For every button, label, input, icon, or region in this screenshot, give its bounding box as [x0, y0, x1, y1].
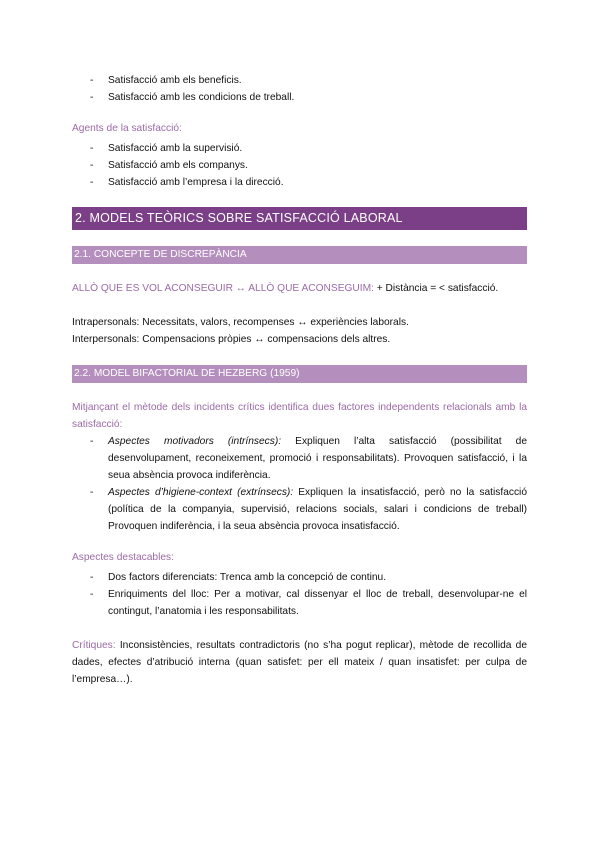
agents-list: [72, 140, 527, 191]
formula-text: + Distància = < satisfacció.: [373, 283, 499, 294]
intrapersonal-line: Intrapersonals: Necessitats, valors, recompenses ↔ experiències laborals.: [72, 317, 409, 328]
bullet-marker: -: [90, 92, 94, 103]
top-bullet-list: [72, 72, 527, 106]
list-item: - Satisfacció amb els beneficis.: [72, 72, 527, 89]
list-item: - Satisfacció amb l’empresa i la direcció.: [72, 174, 527, 191]
bullet-marker: -: [90, 177, 94, 188]
bullet-marker: -: [90, 75, 94, 86]
section-2-2-heading: 2.2. MODEL BIFACTORIAL DE HEZBERG (1959): [72, 365, 527, 383]
bullet-marker: -: [90, 160, 94, 171]
bullet-marker: -: [90, 589, 94, 600]
list-item: - Dos factors diferenciats: Trenca amb la concepció de continu.: [72, 569, 527, 586]
list-item: - Aspectes motivadors (intrínsecs): Expliquen l’alta satisfacció (possibilitat de desenvolupament, reconeixement, promoció i responsabilitats). Provoquen satisfacció, i la seua absència provoca indiferència.: [72, 433, 527, 484]
section-2-heading: 2. MODELS TEÒRICS SOBRE SATISFACCIÓ LABORAL: [72, 207, 527, 230]
discrepancy-formula: [72, 280, 527, 297]
critiques-paragraph: [72, 637, 527, 688]
formula-label: ALLÒ QUE ES VOL ACONSEGUIR ↔ ALLÒ QUE ACONSEGUIM:: [72, 283, 374, 294]
agents-heading: Agents de la satisfacció:: [72, 123, 182, 134]
section-2-1-heading: 2.1. CONCEPTE DE DISCREPÀNCIA: [72, 246, 527, 264]
destacables-heading: Aspectes destacables:: [72, 552, 174, 563]
critiques-text: Inconsistències, resultats contradictoris (no s’ha pogut replicar), mètode de recollida de dades, efectes d’atribució interna (quan satisfet: per ell mateix / quan insatisfet: per culpa de l’empresa…).: [72, 640, 527, 685]
interpersonal-line: Interpersonals: Compensacions pròpies ↔ compensacions dels altres.: [72, 334, 391, 345]
list-item: - Satisfacció amb les condicions de treball.: [72, 89, 527, 106]
factor-label: Aspectes motivadors (intrínsecs):: [108, 436, 282, 447]
list-item: - Satisfacció amb la supervisió.: [72, 140, 527, 157]
factor-label: Aspectes d’higiene-context (extrínsecs):: [108, 487, 294, 498]
herzberg-intro: Mitjançant el mètode dels incidents crítics identifica dues factores independents relacionals amb la satisfacció:: [72, 402, 527, 430]
bullet-marker: -: [90, 572, 94, 583]
herzberg-factors-list: [72, 433, 527, 535]
bullet-marker: -: [90, 143, 94, 154]
destacables-list: [72, 569, 527, 620]
bullet-marker: -: [90, 487, 94, 498]
bullet-marker: -: [90, 436, 94, 447]
list-item: - Satisfacció amb els companys.: [72, 157, 527, 174]
list-item: - Aspectes d’higiene-context (extrínsecs): Expliquen la insatisfacció, però no la satisfacció (política de la companyia, supervisió, relacions socials, salari i condicions de treball) Provoquen indiferència, i la seua absència provoca insatisfacció.: [72, 484, 527, 535]
list-item: - Enriquiments del lloc: Per a motivar, cal dissenyar el lloc de treball, desenvolupar-ne el contingut, l’anatomia i les responsabilitats.: [72, 586, 527, 620]
critiques-label: Crítiques:: [72, 640, 116, 651]
